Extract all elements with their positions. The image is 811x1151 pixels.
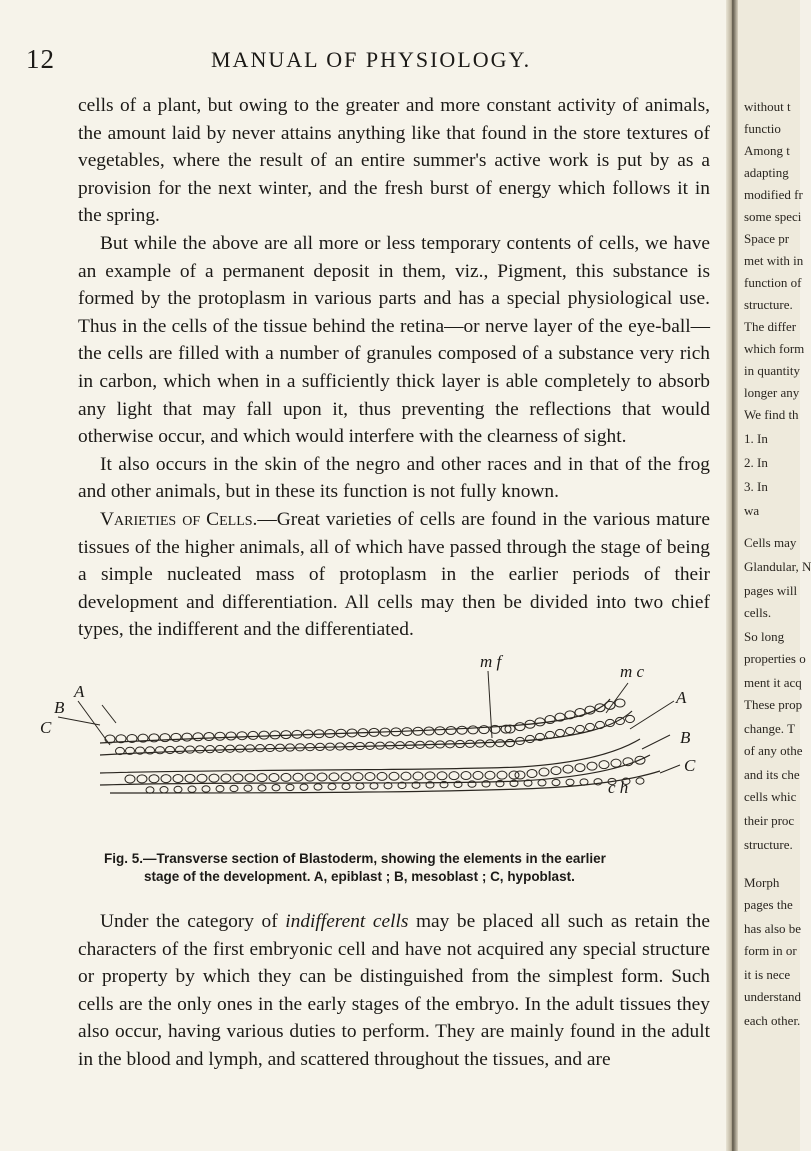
label-mf: m f	[480, 652, 502, 671]
facing-page-fragment: The differ	[744, 319, 797, 334]
cell-granule	[497, 771, 507, 779]
facing-page-fragment: has also be	[744, 921, 802, 936]
cell-granule	[527, 770, 537, 778]
cell-granule	[446, 726, 456, 734]
section-heading-varieties: Varieties of Cells.	[100, 508, 258, 530]
cell-granule	[341, 773, 351, 781]
paragraph-varieties	[78, 506, 710, 644]
cell-granule	[216, 786, 224, 792]
cell-granule	[258, 785, 266, 791]
cell-granule	[575, 764, 585, 772]
cell-granule	[538, 780, 546, 786]
cell-granule	[188, 786, 196, 792]
cell-granule	[171, 733, 181, 741]
cell-granule	[244, 785, 252, 791]
label-b-left: B	[54, 698, 65, 717]
text-block-lower	[78, 908, 710, 1074]
cell-granule	[226, 732, 236, 740]
paragraph-skin: It also occurs in the skin of the negro and other races and in that of the frog and other animals, but in these its function is not fully known.	[78, 453, 710, 503]
cell-granule	[193, 733, 203, 741]
cell-granule	[566, 727, 575, 734]
cell-granule	[137, 775, 147, 783]
cell-granule	[526, 735, 535, 742]
cell-granule	[248, 731, 258, 739]
facing-page-fragment: in quantity	[744, 363, 800, 378]
facing-page-fragment: functio	[744, 121, 781, 136]
cell-granule	[342, 783, 350, 789]
cell-granule	[246, 745, 255, 752]
cell-granule	[545, 716, 555, 724]
cell-granule	[424, 727, 434, 735]
cell-granule	[182, 733, 192, 741]
paragraph-pigment: But while the above are all more or less temporary contents of cells, we have an example of a permanent deposit in them, viz., Pigment, this substance is formed by the protoplasm in various parts and has a special physiological use. Thus in the cells of the tissue behind the retina—or nerve layer of the eye-ball—the cells are filled with a number of granules composed of a substance very rich in carbon, which when in a sufficiently thick layer is able completely to absorb any light that may fall upon it, thus preventing the reflections that would otherwise occur, and which would interfere with the clearness of sight.	[78, 232, 710, 448]
caption-line-1: Fig. 5.—Transverse section of Blastoderm, showing the elements in the earlier	[104, 851, 606, 866]
label-c-left: C	[40, 718, 52, 737]
label-a-right: A	[676, 688, 687, 707]
facing-page-fragment: 1. In	[744, 431, 768, 446]
label-b-right: B	[680, 728, 691, 747]
facing-page-fragment: properties o	[744, 651, 806, 666]
cell-granule	[160, 787, 168, 793]
facing-page-fragment: understand	[744, 989, 802, 1004]
cell-granule	[551, 767, 561, 775]
facing-page-fragment: 2. In	[744, 455, 768, 470]
cell-granule	[202, 786, 210, 792]
cell-granule	[353, 773, 363, 781]
facing-page-fragment: which form	[744, 341, 805, 356]
cell-granule	[259, 731, 269, 739]
facing-page-fragment: Morph	[744, 875, 780, 890]
cell-granule	[615, 699, 625, 707]
facing-page-fragment: ment it acq	[744, 675, 802, 690]
facing-page-fragment: cells whic	[744, 789, 797, 804]
cell-granule	[370, 783, 378, 789]
label-c-right: C	[684, 756, 696, 775]
facing-page-fragment: modified fr	[744, 187, 803, 202]
cell-granule	[437, 772, 447, 780]
cell-granule	[197, 774, 207, 782]
cell-granule	[389, 772, 399, 780]
cell-granule	[305, 773, 315, 781]
running-header	[26, 44, 716, 74]
cell-granule	[552, 779, 560, 785]
page-number: 12	[26, 44, 55, 74]
cell-granule	[473, 771, 483, 779]
cell-granule	[611, 759, 621, 767]
facing-page-fragment: Cells may	[744, 535, 797, 550]
facing-page-fragment: function of	[744, 275, 802, 290]
cell-granule	[174, 786, 182, 792]
cell-granule	[233, 774, 243, 782]
cell-granule	[269, 774, 279, 782]
facing-page-fragment: longer any	[744, 385, 800, 400]
cell-granule	[161, 775, 171, 783]
cell-granule	[566, 779, 574, 785]
caption-line-2: stage of the development. A, epiblast ; B, mesoblast ; C, hypoblast.	[144, 869, 575, 884]
cell-granule	[449, 772, 459, 780]
cell-granule	[425, 772, 435, 780]
cell-granule	[476, 740, 485, 747]
cell-granule	[496, 740, 505, 747]
cell-granule	[221, 774, 231, 782]
cell-granule	[173, 775, 183, 783]
facing-page-fragment: and its che	[744, 767, 800, 782]
cell-granule	[546, 731, 555, 738]
cell-granule	[377, 772, 387, 780]
facing-page-fragment: it is nece	[744, 967, 791, 982]
cell-granule	[457, 726, 467, 734]
cell-granule	[196, 746, 205, 753]
cell-granule	[281, 773, 291, 781]
label-mc: m c	[620, 662, 645, 681]
cell-granule	[237, 732, 247, 740]
cell-granule	[226, 745, 235, 752]
cell-granule	[580, 779, 588, 785]
cell-granule	[314, 784, 322, 790]
cell-granule	[176, 746, 185, 753]
facing-page-fragment: without t	[744, 99, 791, 114]
cell-granule	[206, 746, 215, 753]
facing-page-fragment: adapting	[744, 165, 789, 180]
cell-granule	[270, 731, 280, 739]
facing-page-fragment: structure.	[744, 837, 793, 852]
paragraph-store-textures: cells of a plant, but owing to the greater and more constant activity of animals, the amount laid by never attains anything like that found in the store textures of vegetables, where the result of an entire summer's active work is put by as a provision for the next winter, and the fresh burst of energy which follows it in the spring.	[78, 95, 710, 227]
cell-granule	[586, 723, 595, 730]
cell-granule	[146, 787, 154, 793]
cell-granule	[317, 773, 327, 781]
cell-granule	[166, 746, 175, 753]
cell-granule	[215, 732, 225, 740]
facing-page-fragment: of any othe	[744, 743, 803, 758]
cell-granule	[556, 729, 565, 736]
cell-granule	[293, 773, 303, 781]
cell-granule	[515, 771, 525, 779]
cell-granule	[256, 745, 265, 752]
cell-granule	[585, 706, 595, 714]
facing-page-fragment: met with in	[744, 253, 804, 268]
blastoderm-figure	[40, 643, 730, 848]
cell-granule	[245, 774, 255, 782]
facing-page-fragment: their proc	[744, 813, 795, 828]
label-ch: c h	[608, 778, 629, 797]
cell-granule	[356, 783, 364, 789]
cell-granule	[329, 773, 339, 781]
cell-granule	[365, 773, 375, 781]
cell-granule	[461, 772, 471, 780]
cell-granule	[485, 771, 495, 779]
cell-granule	[486, 740, 495, 747]
cell-granule	[216, 745, 225, 752]
text-block-upper	[78, 92, 710, 644]
facing-page-fragment: We find th	[744, 407, 799, 422]
indifferent-text-a: Under the category of	[100, 911, 286, 932]
blastoderm-illustration	[40, 643, 730, 848]
cell-granule	[300, 784, 308, 790]
indifferent-text-b: may be placed all such as retain the characters of the first embryonic cell and have not acquired any special structure or property by which they can be distinguished from the simplest form. Such cells are the only ones in the early stages of the embryo. In the adult tissues they also occur, having various duties to perform. They are mainly found in the adult in the blood and lymph, and scattered throughout the tissues, and are	[78, 911, 710, 1070]
facing-page-fragment: some speci	[744, 209, 802, 224]
cell-granule	[626, 715, 635, 722]
cell-granule	[576, 725, 585, 732]
cell-granule	[204, 733, 214, 741]
facing-page-fragment: wa	[744, 503, 760, 518]
cell-granule	[636, 778, 644, 784]
facing-page-fragment: structure.	[744, 297, 793, 312]
facing-page-fragment: Glandular, N	[744, 559, 811, 574]
cell-granule	[413, 727, 423, 735]
running-title: MANUAL OF PHYSIOLOGY.	[211, 47, 532, 72]
figure-caption	[90, 850, 710, 886]
cell-granule	[185, 774, 195, 782]
facing-page-fragment: So long	[744, 629, 785, 644]
cell-granule	[506, 739, 515, 746]
paragraph-indifferent-cells	[78, 908, 710, 1074]
cell-granule	[599, 761, 609, 769]
cell-granule	[236, 745, 245, 752]
facing-page-fragment: Space pr	[744, 231, 790, 246]
cell-granule	[539, 768, 549, 776]
cell-granule	[509, 771, 519, 779]
cell-granule	[272, 784, 280, 790]
cell-granule	[468, 726, 478, 734]
cell-granule	[587, 762, 597, 770]
cell-granule	[413, 772, 423, 780]
cell-granule	[435, 727, 445, 735]
facing-page-edge	[738, 0, 811, 1151]
facing-page-fragment: Among t	[744, 143, 790, 158]
facing-page-fragment: each other.	[744, 1013, 801, 1028]
cell-granule	[105, 735, 115, 743]
cell-granule	[535, 718, 545, 726]
facing-page-fragment: cells.	[744, 605, 772, 620]
cell-granule	[401, 772, 411, 780]
cell-granule	[257, 774, 267, 782]
cell-granule	[328, 783, 336, 789]
indifferent-cells-term: indifferent cells	[285, 911, 409, 932]
cell-granule	[186, 746, 195, 753]
cell-granule	[125, 775, 135, 783]
cell-granule	[266, 744, 275, 751]
facing-page-fragment: 3. In	[744, 479, 768, 494]
facing-page-fragment: pages the	[744, 897, 793, 912]
label-a-left: A	[74, 682, 85, 701]
cell-granule	[209, 774, 219, 782]
cell-granule	[515, 723, 525, 731]
varieties-text: —Great varieties of cells are found in the various mature tissues of the higher animals, all of which have passed through the stage of being a simple nucleated mass of protoplasm in the earlier periods of their development and differentiation. All cells may then be divided into two chief types, the indifferent and the differentiated.	[78, 508, 710, 641]
facing-page-fragment: change. T	[744, 721, 796, 736]
cell-granule	[563, 765, 573, 773]
cell-granule	[286, 784, 294, 790]
cell-granule	[230, 785, 238, 791]
facing-page-fragment: pages will	[744, 583, 798, 598]
facing-page-fragment: form in or	[744, 943, 797, 958]
facing-page-fragment: These prop	[744, 697, 803, 712]
book-gutter	[726, 0, 738, 1151]
cell-granule	[149, 775, 159, 783]
